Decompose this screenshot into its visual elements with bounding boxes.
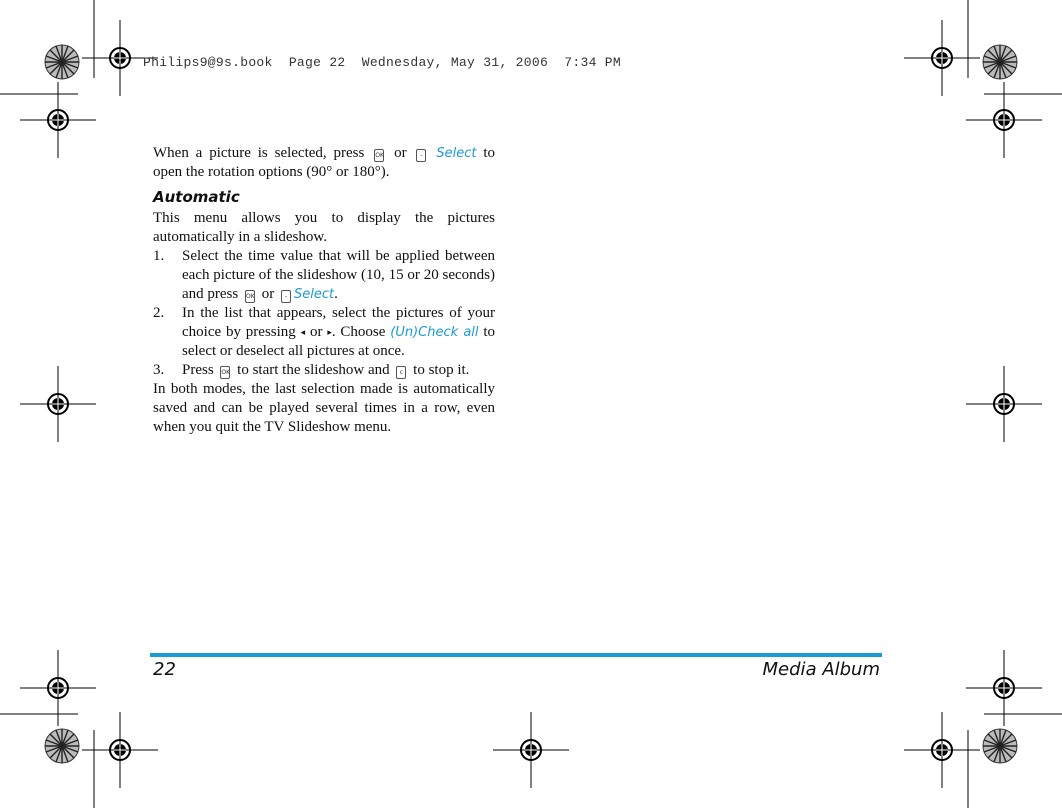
footer-rule — [150, 653, 882, 657]
step-text-end: . — [334, 286, 338, 302]
ok-key-icon: OK — [220, 366, 230, 379]
page-body — [153, 144, 495, 437]
ok-key-icon: OK — [374, 149, 384, 162]
intro-text-end: to open the rotation options (90° or 180°). — [153, 145, 496, 180]
step-or: or — [261, 286, 275, 302]
intro-or: or — [394, 145, 407, 161]
description: This menu allows you to display the pictures automatically in a slideshow. — [153, 210, 495, 245]
step-text-mid: to start the slideshow and — [237, 362, 390, 378]
step-text: Select the time value that will be applied between each picture of the slideshow (10, 15 or 20 seconds) and press — [182, 248, 495, 302]
step-text: In the list that appears, select the pictures of your choice by pressing — [182, 305, 495, 340]
step-text: Press — [182, 362, 214, 378]
page-number: 22 — [153, 659, 176, 680]
select-label: Select — [436, 146, 477, 161]
intro-paragraph — [153, 144, 495, 182]
steps-list — [153, 247, 495, 380]
step-text-mid: . Choose — [331, 324, 386, 340]
ok-key-icon: OK — [245, 290, 255, 303]
softkey-icon: - — [281, 290, 291, 303]
step-text-end: to select or deselect all pictures at once. — [182, 324, 496, 359]
section-heading: Automatic — [153, 188, 240, 206]
softkey-icon: - — [416, 149, 426, 162]
right-arrow-icon: ▸ — [327, 327, 332, 337]
list-item — [153, 247, 495, 304]
left-arrow-icon: ◂ — [300, 327, 306, 337]
step-number: 1. — [153, 248, 165, 264]
list-item — [153, 361, 495, 380]
clear-key-icon: c — [396, 366, 406, 379]
print-header: Philips9@9s.book Page 22 Wednesday, May 31, 2006 7:34 PM — [143, 55, 621, 70]
step-or: or — [309, 324, 323, 340]
select-label: Select — [294, 287, 335, 302]
check-all-label: (Un)Check all — [390, 325, 479, 340]
section-title: Media Album — [762, 659, 880, 680]
step-number: 3. — [153, 362, 165, 378]
step-number: 2. — [153, 305, 165, 321]
closing-paragraph: In both modes, the last selection made is automatically saved and can be played several times in a row, even when you quit the TV Slideshow menu. — [153, 381, 495, 435]
step-text-end: to stop it. — [413, 362, 470, 378]
list-item — [153, 304, 495, 361]
intro-text: When a picture is selected, press — [153, 145, 365, 161]
